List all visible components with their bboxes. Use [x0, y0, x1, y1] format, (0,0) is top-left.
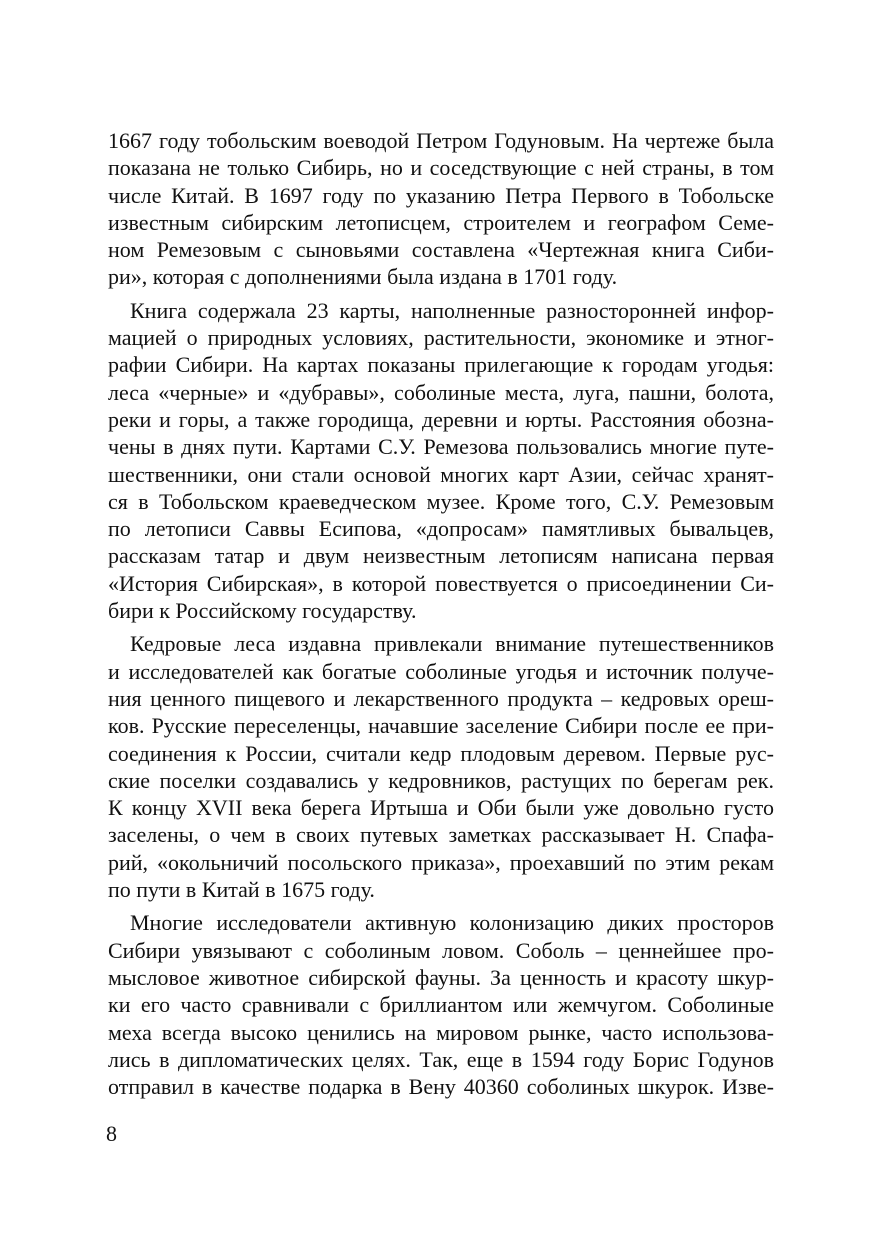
- text-line: ков. Русские переселенцы, начавшие заселение Сибири после ее при-: [108, 713, 774, 739]
- text-line: рий, «окольничий посольского приказа», проехавший по этим рекам: [108, 849, 774, 875]
- paragraph: [108, 630, 774, 903]
- text-line: известным сибирским летописцем, строителем и географом Семе-: [108, 209, 774, 235]
- text-line: реки и горы, а также городища, деревни и юрты. Расстояния обозна-: [108, 406, 774, 432]
- text-line: ри», которая с дополнениями была издана в 1701 году.: [108, 264, 618, 290]
- text-line: Кедровые леса издавна привлекали внимание путешественников: [130, 631, 774, 657]
- text-line: по пути в Китай в 1675 году.: [108, 877, 375, 903]
- text-line: Сибири увязывают с соболиным ловом. Соболь – ценнейшее про-: [108, 937, 774, 963]
- text-line: рафии Сибири. На картах показаны прилегающие к городам угодья:: [108, 352, 774, 378]
- text-line: меха всегда высоко ценились на мировом рынке, часто использова-: [108, 1019, 774, 1045]
- text-line: ся в Тобольском краеведческом музее. Кроме того, С.У. Ремезовым: [108, 488, 774, 514]
- text-line: чены в днях пути. Картами С.У. Ремезова пользовались многие путе-: [108, 434, 774, 460]
- text-line: мацией о природных условиях, растительности, экономике и этног-: [108, 325, 774, 351]
- text-line: бири к Российскому государству.: [108, 598, 417, 624]
- text-line: числе Китай. В 1697 году по указанию Петра Первого в Тобольске: [108, 182, 774, 208]
- paragraph: [108, 297, 774, 625]
- text-line: мысловое животное сибирской фауны. За ценность и красоту шкур-: [108, 964, 774, 990]
- paragraph: [108, 909, 774, 1100]
- text-line: по летописи Саввы Есипова, «допросам» памятливых бывальцев,: [108, 516, 774, 542]
- text-line: ские поселки создавались у кедровников, растущих по берегам рек.: [108, 767, 774, 793]
- text-line: ки его часто сравнивали с бриллиантом или жемчугом. Соболиные: [108, 992, 774, 1018]
- text-line: заселены, о чем в своих путевых заметках рассказывает Н. Спафа-: [108, 822, 774, 848]
- text-line: и исследователей как богатые соболиные угодья и источник получе-: [108, 658, 774, 684]
- text-line: Книга содержала 23 карты, наполненные разносторонней инфор-: [130, 297, 774, 323]
- text-line: шественники, они стали основой многих карт Азии, сейчас хранят-: [108, 461, 774, 487]
- text-line: Многие исследователи активную колонизацию диких просторов: [130, 910, 774, 936]
- text-line: ния ценного пищевого и лекарственного продукта – кедровых ореш-: [108, 685, 774, 711]
- text-line: отправил в качестве подарка в Вену 40360 соболиных шкурок. Изве-: [108, 1074, 774, 1100]
- text-line: показана не только Сибирь, но и соседствующие с ней страны, в том: [108, 155, 774, 181]
- body-text: [108, 127, 774, 1100]
- text-line: лись в дипломатических целях. Так, еще в 1594 году Борис Годунов: [108, 1046, 774, 1072]
- text-line: рассказам татар и двум неизвестным летописям написана первая: [108, 543, 774, 569]
- text-line: ном Ремезовым с сыновьями составлена «Чертежная книга Сиби-: [108, 237, 774, 263]
- text-line: «История Сибирская», в которой повествуется о присоединении Си-: [108, 570, 774, 596]
- text-line: 1667 году тобольским воеводой Петром Годуновым. На чертеже была: [108, 128, 774, 153]
- text-line: леса «черные» и «дубравы», соболиные места, луга, пашни, болота,: [108, 379, 774, 405]
- text-line: соединения к России, считали кедр плодовым деревом. Первые рус-: [108, 740, 774, 766]
- paragraph: [108, 127, 774, 291]
- text-line: К концу XVII века берега Иртыша и Оби были уже довольно густо: [108, 795, 774, 821]
- page-number: 8: [106, 1121, 117, 1146]
